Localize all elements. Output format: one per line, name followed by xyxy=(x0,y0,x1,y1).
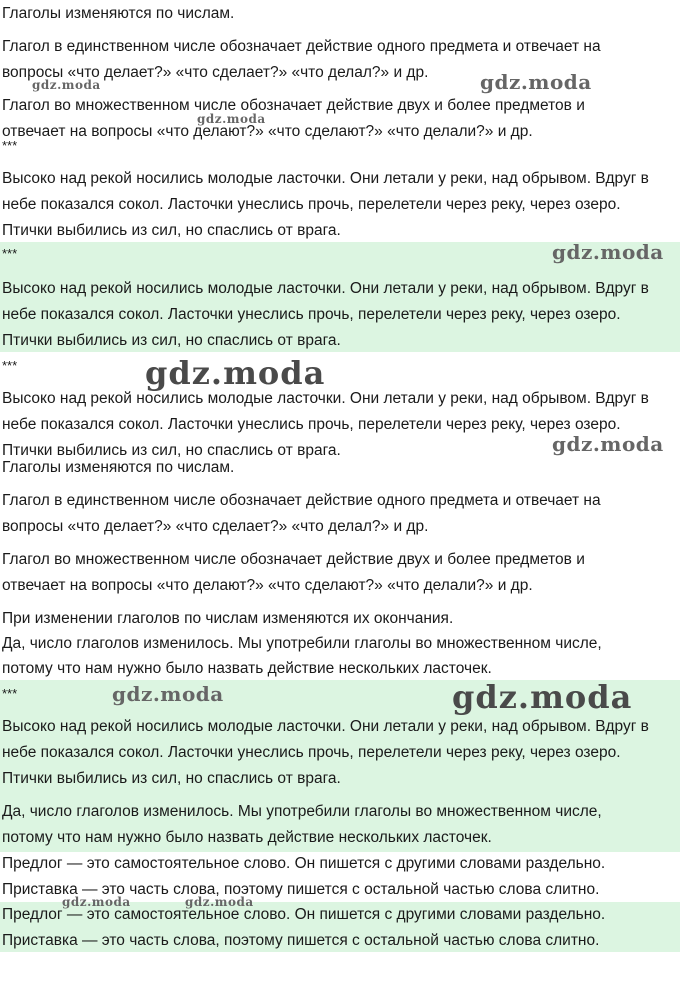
separator-stars: *** xyxy=(2,686,18,701)
story-text: небе показался сокол. Ласточки унеслись прочь, перелетели через реку, через озеро. xyxy=(2,744,621,761)
rule-text: Глаголы изменяются по числам. xyxy=(2,5,235,22)
rule-text: Глаголы изменяются по числам. xyxy=(2,459,235,476)
grammar-text: Приставка — это часть слова, поэтому пишется с остальной частью слова слитно. xyxy=(2,932,600,949)
rule-text: вопросы «что делает?» «что сделает?» «что делал?» и др. xyxy=(2,64,429,81)
section-story-answer-highlighted xyxy=(0,680,680,852)
story-text: Высоко над рекой носились молодые ласточки. Они летали у реки, над обрывом. Вдруг в xyxy=(2,280,649,297)
rule-text: Глагол во множественном числе обозначает действие двух и более предметов и xyxy=(2,97,585,114)
grammar-text: Предлог — это самостоятельное слово. Он пишется с другими словами раздельно. xyxy=(2,906,606,923)
watermark: gdz.moda xyxy=(552,240,664,264)
rule-text: отвечает на вопросы «что делают?» «что сделают?» «что делали?» и др. xyxy=(2,123,533,140)
grammar-text: Предлог — это самостоятельное слово. Он пишется с другими словами раздельно. xyxy=(2,855,606,872)
story-text: небе показался сокол. Ласточки унеслись прочь, перелетели через реку, через озеро. xyxy=(2,196,621,213)
story-text: небе показался сокол. Ласточки унеслись прочь, перелетели через реку, через озеро. xyxy=(2,416,621,433)
watermark: gdz.moda xyxy=(112,682,224,706)
rule-text: При изменении глаголов по числам изменяются их окончания. xyxy=(2,610,454,627)
story-text: Птички выбились из сил, но спаслись от врага. xyxy=(2,332,341,349)
rule-text: Глагол во множественном числе обозначает действие двух и более предметов и xyxy=(2,551,585,568)
story-text: Птички выбились из сил, но спаслись от врага. xyxy=(2,770,341,787)
section-story xyxy=(0,134,680,242)
story-text: Высоко над рекой носились молодые ласточки. Они летали у реки, над обрывом. Вдруг в xyxy=(2,718,649,735)
separator-stars: *** xyxy=(2,358,18,373)
section-rules xyxy=(0,454,680,680)
grammar-text: Приставка — это часть слова, поэтому пишется с остальной частью слова слитно. xyxy=(2,881,600,898)
rule-text: Глагол в единственном числе обозначает действие одного предмета и отвечает на xyxy=(2,38,601,55)
watermark: gdz.moda xyxy=(552,432,664,456)
answer-text: потому что нам нужно было назвать действие нескольких ласточек. xyxy=(2,829,492,846)
watermark: gdz.moda xyxy=(62,895,131,909)
watermark: gdz.moda xyxy=(480,70,592,94)
story-text: Высоко над рекой носились молодые ласточки. Они летали у реки, над обрывом. Вдруг в xyxy=(2,170,649,187)
story-text: Птички выбились из сил, но спаслись от врага. xyxy=(2,442,341,459)
watermark: gdz.moda xyxy=(197,112,266,126)
watermark: gdz.moda xyxy=(185,895,254,909)
answer-text: Да, число глаголов изменилось. Мы употребили глаголы во множественном числе, xyxy=(2,635,602,652)
rule-text: Глагол в единственном числе обозначает действие одного предмета и отвечает на xyxy=(2,492,601,509)
watermark: gdz.moda xyxy=(452,678,633,716)
watermark: gdz.moda xyxy=(32,78,101,92)
story-text: Птички выбились из сил, но спаслись от врага. xyxy=(2,222,341,239)
watermark: gdz.moda xyxy=(145,354,326,392)
section-story-highlighted xyxy=(0,242,680,352)
section-rules-cropped xyxy=(0,0,680,140)
answer-text: Да, число глаголов изменилось. Мы употребили глаголы во множественном числе, xyxy=(2,803,602,820)
separator-stars: *** xyxy=(2,138,18,153)
story-text: Высоко над рекой носились молодые ласточки. Они летали у реки, над обрывом. Вдруг в xyxy=(2,390,649,407)
rule-text: вопросы «что делает?» «что сделает?» «что делал?» и др. xyxy=(2,518,429,535)
rule-text: отвечает на вопросы «что делают?» «что сделают?» «что делали?» и др. xyxy=(2,577,533,594)
section-prefix-preposition-highlighted xyxy=(0,895,680,952)
section-story-cropped xyxy=(0,352,680,459)
story-text: небе показался сокол. Ласточки унеслись прочь, перелетели через реку, через озеро. xyxy=(2,306,621,323)
answer-text: потому что нам нужно было назвать действие нескольких ласточек. xyxy=(2,660,492,677)
separator-stars: *** xyxy=(2,246,18,261)
